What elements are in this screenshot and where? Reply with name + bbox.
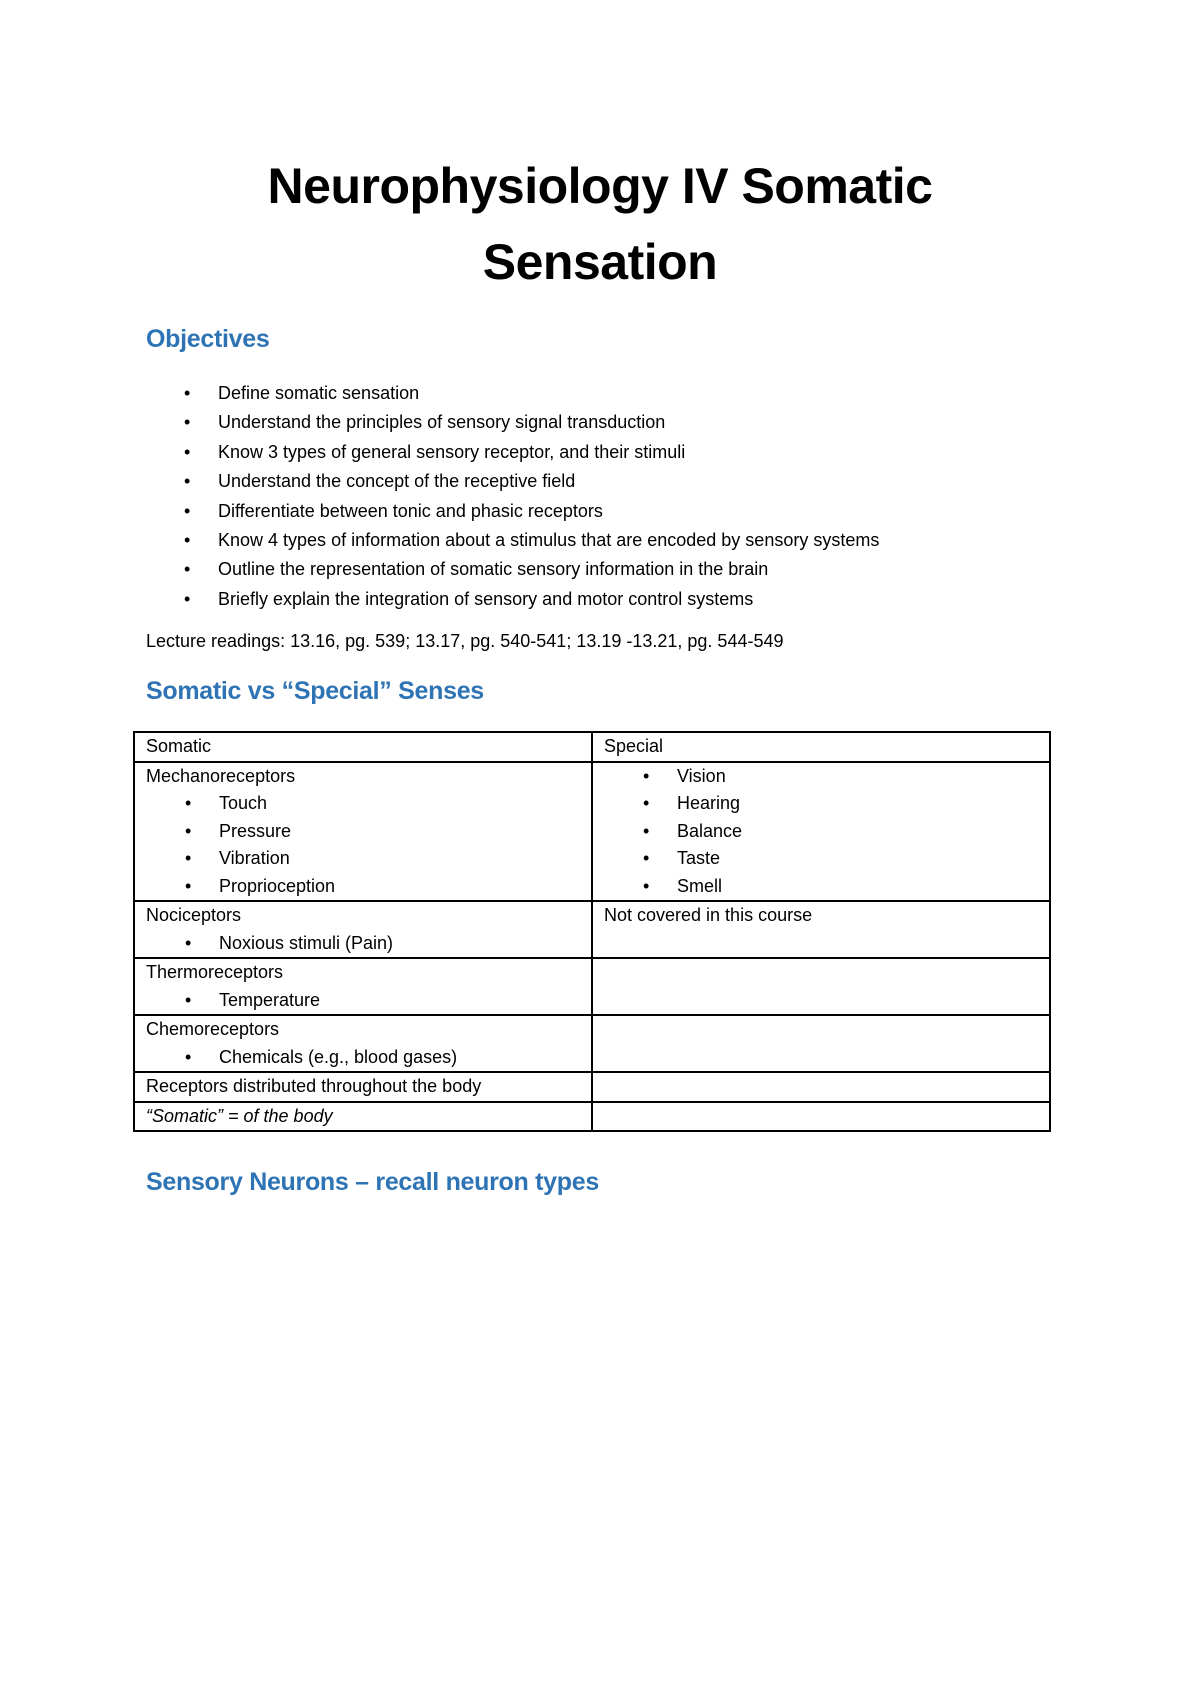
- list-item: • Touch: [146, 790, 591, 818]
- cell-list: [146, 1044, 591, 1072]
- objective-item: • Define somatic sensation: [146, 379, 879, 408]
- table-row: [134, 1102, 1050, 1132]
- table-header-row: [134, 732, 1050, 762]
- table-cell: [134, 901, 592, 958]
- table-cell-empty: [592, 1072, 1050, 1102]
- cell-title: Thermoreceptors: [146, 962, 284, 982]
- list-item: • Proprioception: [146, 873, 591, 901]
- header-somatic: Somatic: [134, 732, 592, 762]
- table-row: [134, 958, 1050, 1015]
- table-cell: [134, 762, 592, 902]
- table-cell-empty: [592, 958, 1050, 1015]
- table-cell: [134, 958, 592, 1015]
- page-title-line-1: Neurophysiology IV Somatic: [267, 158, 933, 214]
- table-row: [134, 901, 1050, 958]
- table-cell-empty: [592, 1102, 1050, 1132]
- objective-item: • Differentiate between tonic and phasic receptors: [146, 497, 879, 526]
- sensory-neurons-heading: Sensory Neurons – recall neuron types: [146, 1168, 599, 1196]
- cell-list: [146, 930, 591, 958]
- list-item: • Taste: [604, 845, 1049, 873]
- list-item: • Noxious stimuli (Pain): [146, 930, 591, 958]
- table-cell: “Somatic” = of the body: [134, 1102, 592, 1132]
- list-item: • Balance: [604, 818, 1049, 846]
- senses-table: [133, 731, 1051, 1132]
- table-cell: [592, 762, 1050, 902]
- cell-title: Chemoreceptors: [146, 1019, 280, 1039]
- objectives-heading: Objectives: [146, 325, 270, 353]
- objective-item: • Know 4 types of information about a stimulus that are encoded by sensory systems: [146, 526, 879, 555]
- cell-list: [604, 763, 1049, 901]
- table-row: [134, 762, 1050, 902]
- cell-list: [146, 987, 591, 1015]
- table-row: [134, 1015, 1050, 1072]
- table-cell: Not covered in this course: [592, 901, 1050, 958]
- objective-item: • Briefly explain the integration of sensory and motor control systems: [146, 585, 879, 614]
- list-item: • Vibration: [146, 845, 591, 873]
- objectives-list: [146, 379, 879, 614]
- table-cell-empty: [592, 1015, 1050, 1072]
- list-item: • Hearing: [604, 790, 1049, 818]
- list-item: • Vision: [604, 763, 1049, 791]
- header-special: Special: [592, 732, 1050, 762]
- cell-list: [146, 790, 591, 900]
- objective-item: • Know 3 types of general sensory receptor, and their stimuli: [146, 438, 879, 467]
- table-row: [134, 1072, 1050, 1102]
- list-item: • Temperature: [146, 987, 591, 1015]
- table-cell: Receptors distributed throughout the body: [134, 1072, 592, 1102]
- list-item: • Pressure: [146, 818, 591, 846]
- objective-item: • Understand the concept of the receptive field: [146, 467, 879, 496]
- objective-item: • Understand the principles of sensory signal transduction: [146, 408, 879, 437]
- objective-item: • Outline the representation of somatic sensory information in the brain: [146, 555, 879, 584]
- list-item: • Smell: [604, 873, 1049, 901]
- cell-title: Nociceptors: [146, 905, 242, 925]
- table-cell: [134, 1015, 592, 1072]
- page-title: [0, 148, 1200, 300]
- page-title-line-2: Sensation: [482, 234, 718, 290]
- lecture-readings: Lecture readings: 13.16, pg. 539; 13.17, pg. 540-541; 13.19 -13.21, pg. 544-549: [146, 631, 784, 651]
- cell-title: Mechanoreceptors: [146, 765, 296, 786]
- senses-heading: Somatic vs “Special” Senses: [146, 677, 484, 705]
- list-item: • Chemicals (e.g., blood gases): [146, 1044, 591, 1072]
